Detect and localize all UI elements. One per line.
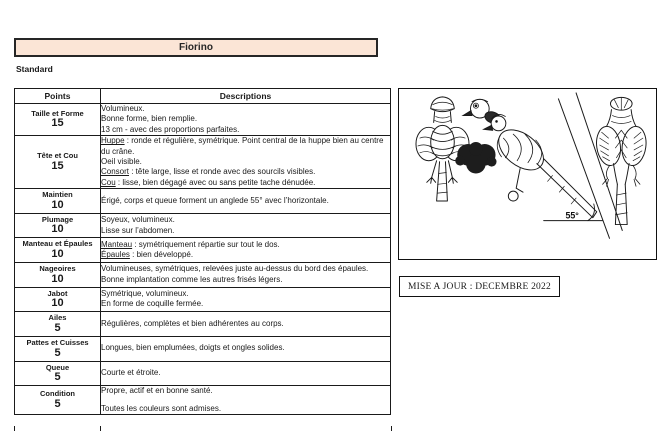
points-value: 15 [51,159,64,172]
points-value: 5 [54,371,61,384]
points-column-header: Points [15,89,101,104]
description-line: Bonne implantation comme les autres frisés légers. [101,274,283,284]
update-date-text: MISE A JOUR : DECEMBRE 2022 [408,282,551,292]
description-cell [101,189,391,214]
description-cell [101,361,391,386]
points-value: 15 [51,117,64,130]
description-line: Épaules : bien développé. [101,250,194,260]
description-line: Soyeux, volumineux. [101,215,175,225]
description-line: Courte et étroite. [101,368,161,378]
breed-title: Fiorino [179,42,213,53]
points-label: Queue [45,362,70,372]
points-label: Plumage [41,214,74,224]
table-row [15,213,391,238]
description-line: Volumineux. [101,104,145,113]
table-row [15,104,391,136]
table-row [15,336,391,361]
bird-back-view-drawing [594,97,648,224]
description-cell [101,136,391,189]
description-line: Toutes les couleurs sont admises. [101,403,222,413]
description-line: Lisse sur l’abdomen. [101,225,175,235]
underlined-term: Huppe [101,136,125,146]
points-label: Maintien [42,190,73,200]
description-cell [101,336,391,361]
points-value: 5 [54,346,61,359]
description-line: Propre, actif et en bonne santé. [101,386,213,396]
points-cell [15,238,101,263]
description-line: Bonne forme, bien remplie. [101,114,198,124]
table-row [15,361,391,386]
standard-heading: Standard [16,64,53,74]
standard-table-body [15,104,391,415]
table-row [15,238,391,263]
underlined-term: Épaules [101,250,130,260]
underlined-term: Manteau [101,239,133,249]
description-line: Cou : lisse, bien dégagé avec ou sans petite tache dénudée. [101,177,316,187]
points-value: 10 [51,248,64,260]
table-row [15,189,391,214]
points-cell [15,287,101,312]
points-value: 5 [54,397,61,410]
description-line: Régulières, complètes et bien adhérentes au corps. [101,318,284,328]
underlined-term: Consort [101,167,130,177]
table-row [15,386,391,415]
points-value: 10 [51,198,64,211]
points-value: 10 [51,223,64,236]
points-label: Pattes et Cuisses [26,337,89,347]
points-cell [15,263,101,288]
description-cell [101,263,391,288]
points-label: Ailes [48,313,67,323]
angle-55-label: 55° [565,210,579,221]
points-cell [15,386,101,415]
table-row [15,263,391,288]
points-value: 10 [51,297,64,310]
description-line: Longues, bien emplumées, doigts et ongles solides. [101,343,285,353]
description-cell [101,287,391,312]
points-cell [15,336,101,361]
description-line: Volumineuses, symétriques, relevées juste au-dessus du bord des épaules. [101,264,369,274]
description-line: Oeil visible. [101,156,142,166]
description-line: 13 cm - avec des proportions parfaites. [101,124,240,134]
table-row [15,287,391,312]
table-row [15,312,391,337]
fiorino-illustration-frame [398,88,657,260]
points-cell [15,136,101,189]
descriptions-column-header: Descriptions [101,89,391,104]
bird-side-view-drawing [484,93,623,238]
points-value: 10 [51,272,64,285]
fiorino-illustration [399,89,653,256]
table-cutoff-stub [14,426,392,431]
points-label: Condition [40,389,75,399]
points-value: 5 [54,321,61,334]
points-label: Tête et Cou [37,151,78,161]
description-cell [101,104,391,136]
table-header-row [15,89,391,104]
points-cell [15,361,101,386]
breed-title-box [14,38,378,57]
description-cell [101,238,391,263]
description-line: Consort : tête large, lisse et ronde avec des sourcils visibles. [101,167,316,177]
standard-table [14,88,391,415]
description-cell [101,213,391,238]
underlined-term: Cou [101,177,116,187]
description-line: Érigé, corps et queue forment un anglede 55° avec l’horizontale. [101,195,329,205]
table-row [15,136,391,189]
update-date-box [399,276,560,297]
points-cell [15,189,101,214]
description-cell [101,386,391,415]
description-cell [101,312,391,337]
jabot-shape-drawing [455,142,496,173]
description-line: Symétrique, volumineux. [101,289,189,299]
points-label: Nageoires [39,264,76,273]
points-label: Jabot [47,288,68,298]
description-line: En forme de coquille fermée. [101,299,204,309]
points-label: Manteau et Épaules [22,239,93,249]
description-line: Huppe : ronde et régulière, symétrique. Point central de la huppe bien au centre du crâne. [101,136,384,156]
points-cell [15,312,101,337]
points-cell [15,104,101,136]
points-cell [15,213,101,238]
description-line: Manteau : symétriquement répartie sur tout le dos. [101,239,280,249]
points-label: Taille et Forme [31,108,84,118]
